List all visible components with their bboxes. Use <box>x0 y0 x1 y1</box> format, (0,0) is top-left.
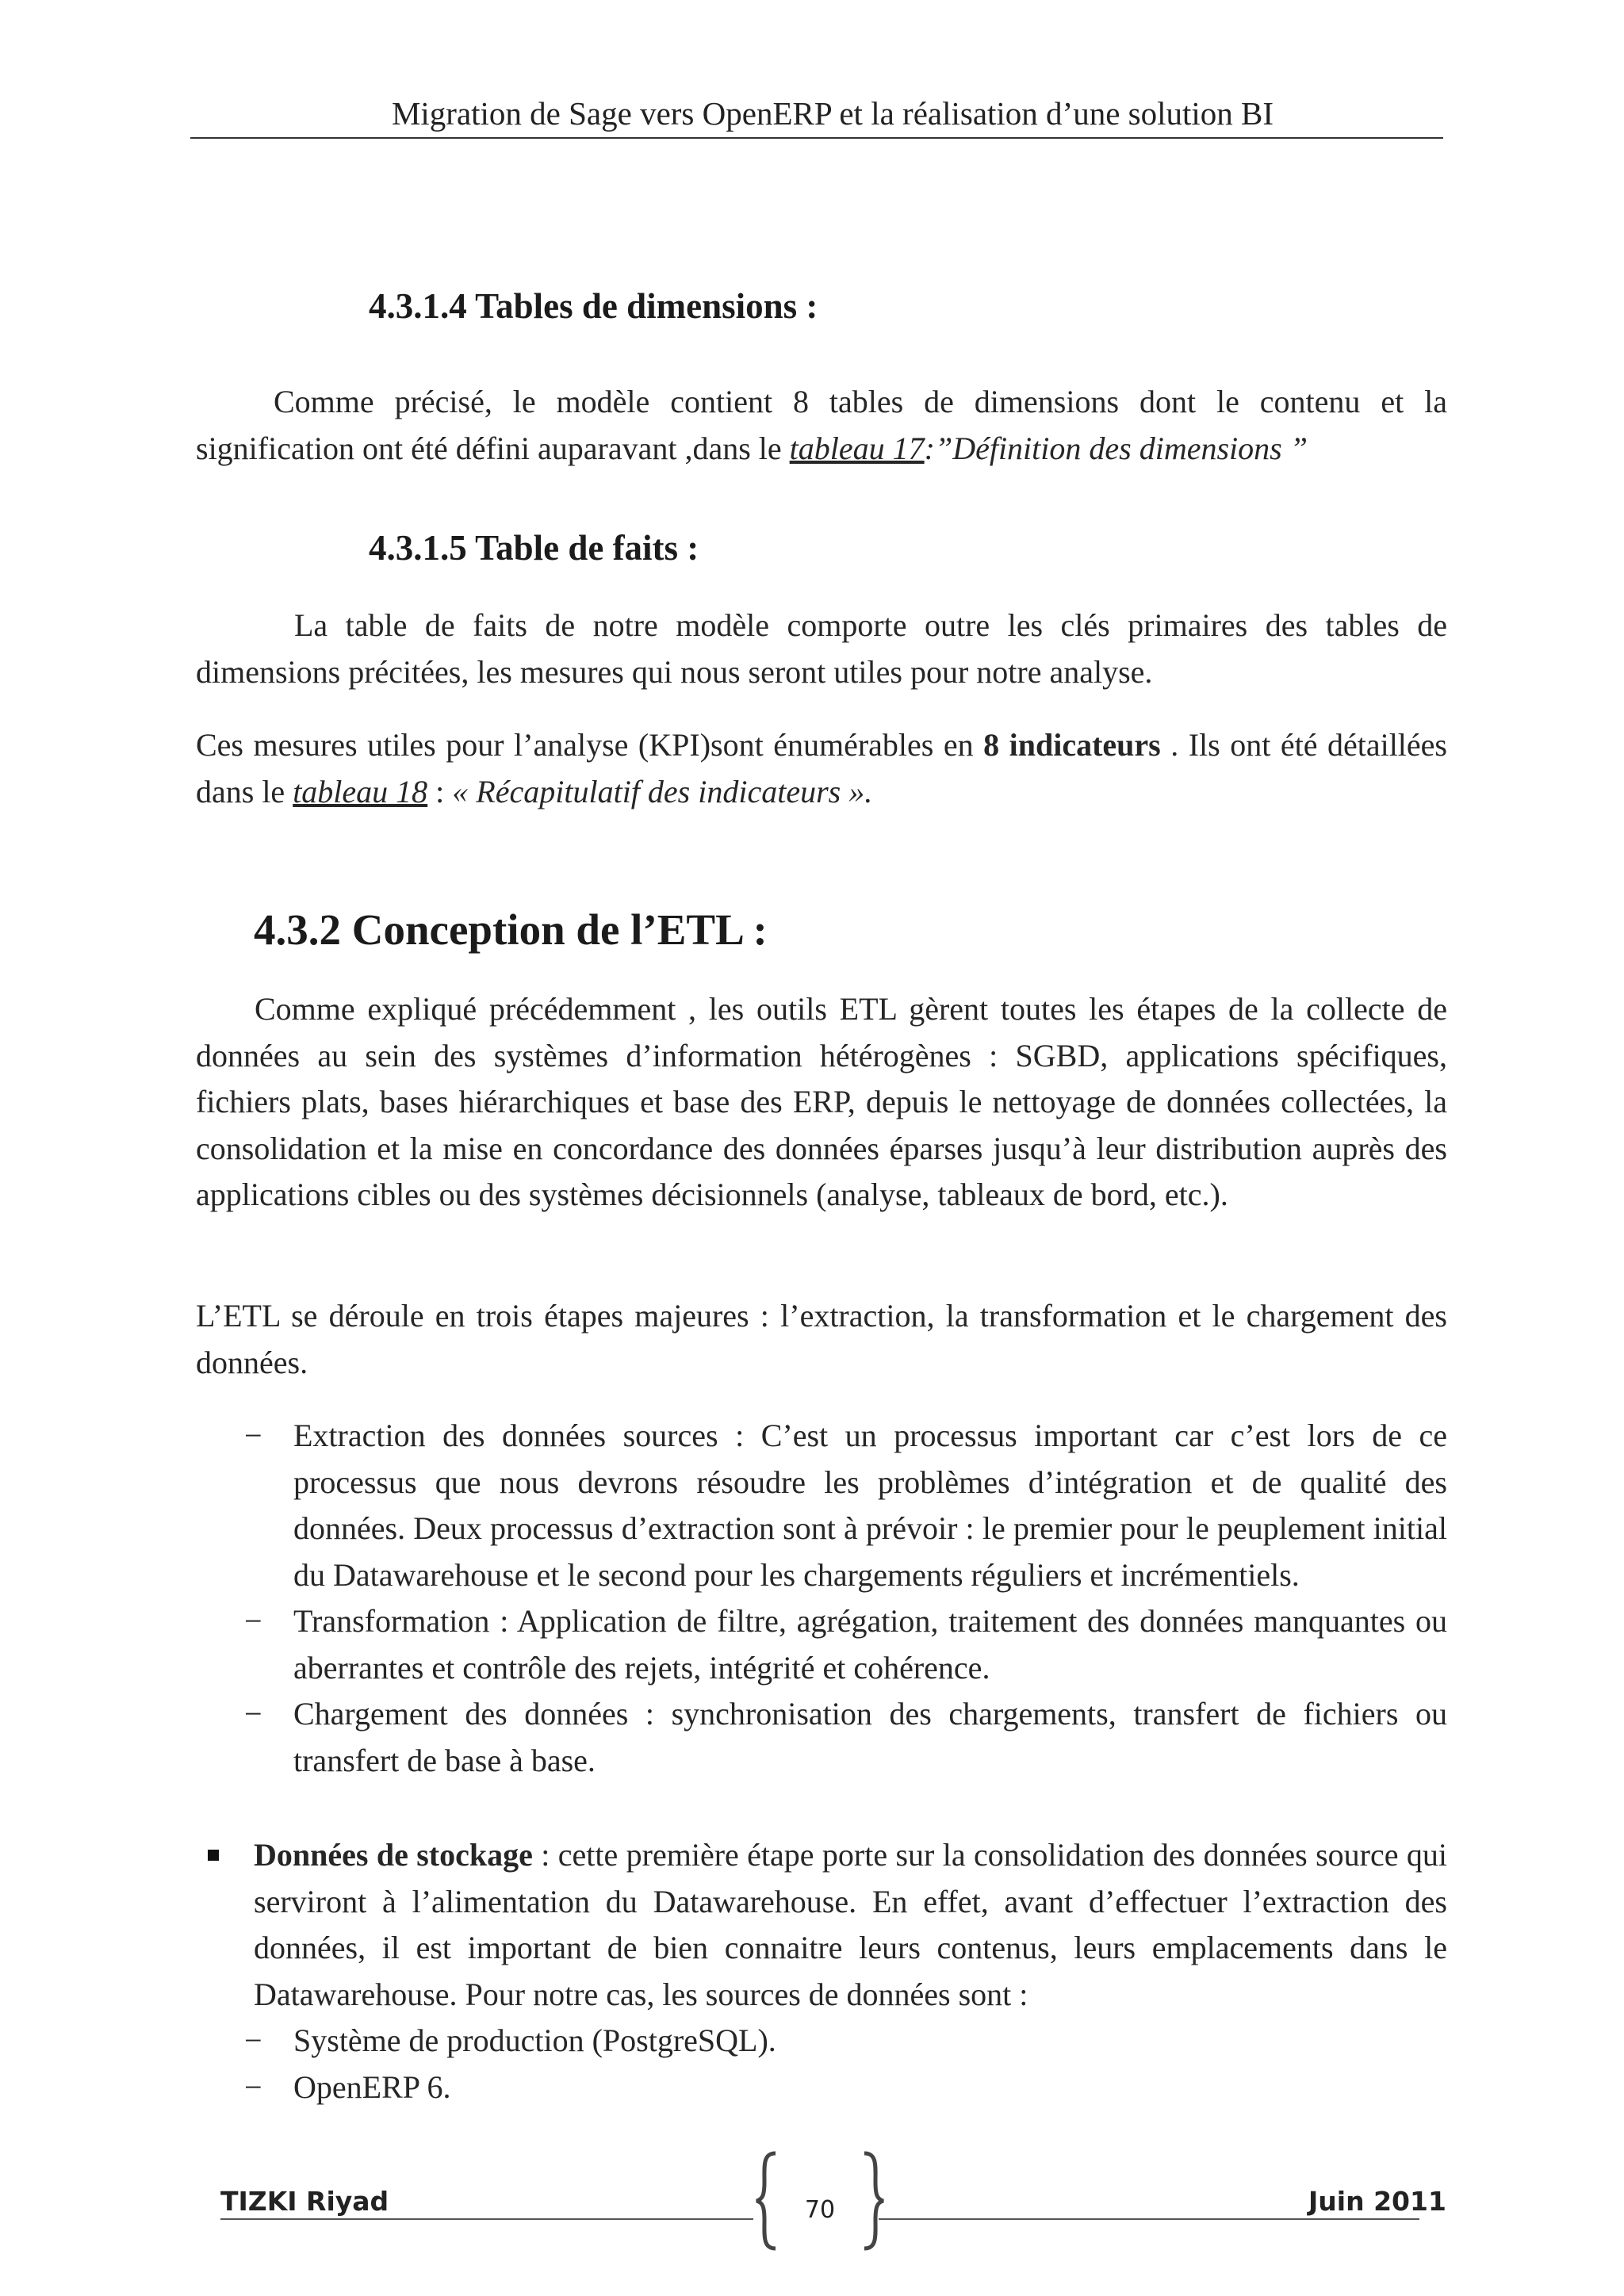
header-divider <box>190 137 1443 139</box>
dash-bullet: − <box>244 1418 262 1453</box>
list-item-text: Transformation : Application de filtre, agrégation, traitement des données manquantes ou aberrantes et contrôle des rejets, intégrité et cohérence. <box>293 1603 1447 1686</box>
footer-author: TIZKI Riyad <box>220 2186 389 2217</box>
left-brace-icon <box>752 2150 783 2252</box>
paragraph-kpi <box>196 722 1447 815</box>
square-bullet-icon <box>208 1850 219 1861</box>
dash-bullet: − <box>244 1603 262 1639</box>
list-item <box>244 2018 1447 2064</box>
paragraph-etl-intro-text: Comme expliqué précédemment , les outils ETL gèrent toutes les étapes de la collecte de données au sein des systèmes d’information hétérogènes : SGBD, applications spécifiques, fichiers plats, bases hiérarchiques et base des ERP, depuis le nettoyage de données collectées, la consolidation et la mise en concordance des données éparses jusqu’à leur distribution auprès des applications cibles ou des systèmes décisionnels (analyse, tableaux de bord, etc.). <box>196 991 1447 1212</box>
storage-item <box>205 1832 1447 2018</box>
storage-item-text: : cette première étape porte sur la consolidation des données source qui serviront à l’alimentation du Datawarehouse. En effet, avant d’effectuer l’extraction des données, il est important de bien connaitre leurs contenus, leurs emplacements dans le Datawarehouse. Pour notre cas, les sources de données sont : <box>254 1837 1447 2012</box>
list-item <box>244 1413 1447 1598</box>
paragraph-faits-text: La table de faits de notre modèle comporte outre les clés primaires des tables de dimensions précitées, les mesures qui nous seront utiles pour notre analyse. <box>196 607 1447 690</box>
list-item-text: Chargement des données : synchronisation des chargements, transfert de fichiers ou transfert de base à base. <box>293 1696 1447 1778</box>
link-tableau-18[interactable]: tableau 18 <box>293 773 428 809</box>
paragraph-etl-intro <box>196 986 1447 1219</box>
paragraph-dimensions <box>196 379 1447 472</box>
list-item <box>244 2064 1447 2111</box>
paragraph-kpi-colon: : <box>427 773 453 809</box>
heading-tables-dimensions: 4.3.1.4 Tables de dimensions : <box>369 286 818 326</box>
paragraph-kpi-bold: 8 indicateurs <box>983 727 1161 763</box>
page-number: 70 <box>804 2196 836 2224</box>
storage-item-bold: Données de stockage <box>254 1837 533 1873</box>
list-item-text: Système de production (PostgreSQL). <box>293 2022 776 2058</box>
sources-list <box>244 2018 1447 2110</box>
list-item-text: Extraction des données sources : C’est un processus important car c’est lors de ce processus que nous devrons résoudre les problèmes d’intégration et de qualité des données. Deux processus d’extraction sont à prévoir : le premier pour le peuplement initial du Datawarehouse et le second pour les chargements réguliers et incrémentiels. <box>293 1418 1447 1593</box>
paragraph-kpi-text-2: . Ils ont été détaillées dans le <box>196 727 1447 809</box>
list-item-text: OpenERP 6. <box>293 2068 451 2105</box>
footer-divider-left <box>220 2218 753 2220</box>
list-item <box>244 1598 1447 1691</box>
etl-steps-list <box>244 1413 1447 1784</box>
storage-item-body <box>205 1832 1447 2018</box>
paragraph-etl-steps: L’ETL se déroule en trois étapes majeures : l’extraction, la transformation et le chargement des données. <box>196 1298 1447 1380</box>
dash-bullet: − <box>244 2022 262 2058</box>
dash-bullet: − <box>244 2068 262 2105</box>
list-item <box>244 1691 1447 1784</box>
footer-divider-right <box>879 2218 1419 2220</box>
link-tableau-17[interactable]: tableau 17 <box>789 430 925 466</box>
paragraph-kpi-text-1: Ces mesures utiles pour l’analyse (KPI)sont énumérables en <box>196 727 984 763</box>
paragraph-kpi-caption: « Récapitulatif des indicateurs ». <box>452 773 873 809</box>
heading-conception-etl: 4.3.2 Conception de l’ETL : <box>254 905 768 954</box>
heading-table-faits: 4.3.1.5 Table de faits : <box>369 528 699 568</box>
footer-date: Juin 2011 <box>1308 2186 1446 2217</box>
paragraph-dimensions-caption: :”Définition des dimensions ” <box>924 430 1308 466</box>
dash-bullet: − <box>244 1696 262 1732</box>
paragraph-dimensions-text: Comme précisé, le modèle contient 8 tables de dimensions dont le contenu et la signification ont été défini auparavant ,dans le <box>196 384 1447 466</box>
paragraph-faits <box>196 603 1447 695</box>
running-header-title: Migration de Sage vers OpenERP et la réalisation d’une solution BI <box>391 95 1274 132</box>
right-brace-icon <box>856 2150 888 2252</box>
